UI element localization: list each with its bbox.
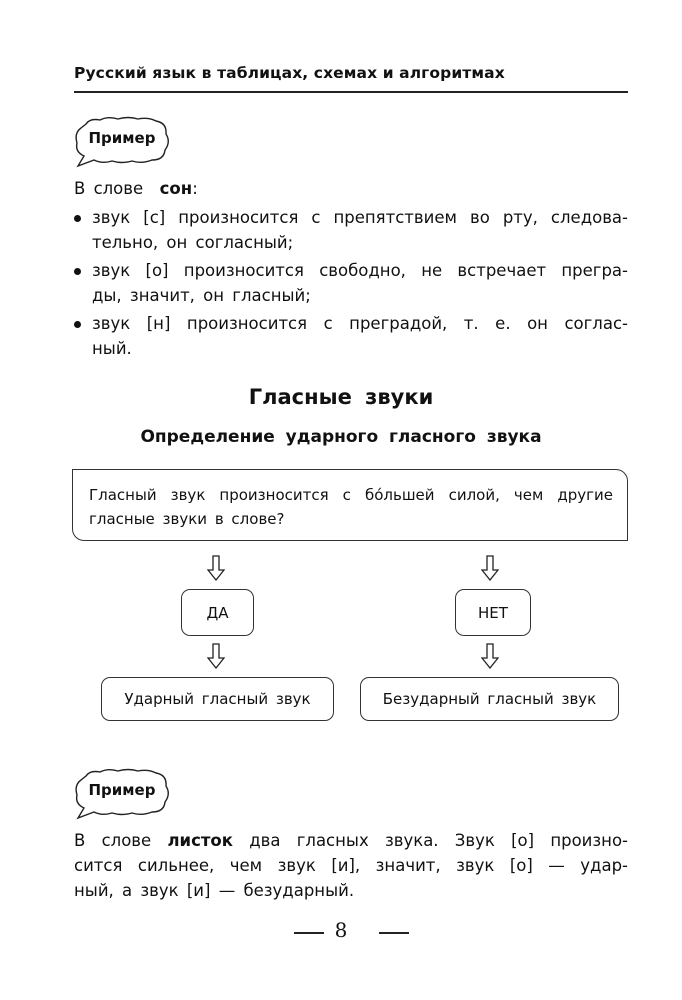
section-subtitle: Определение ударного гласного звука — [140, 427, 542, 447]
bullet3-line1: звук [н] произносится с преградой, т. е. он соглас- — [92, 314, 628, 333]
line1-word: листок — [167, 831, 233, 850]
bullet2-line1: звук [о] произносится свободно, не встречает прегра- — [92, 261, 628, 280]
section-title: Гласные звуки — [248, 385, 434, 409]
unstressed-result-box: Безударный гласный звук — [360, 677, 619, 721]
example2-line3: ный, а звук [и] — безударный. — [74, 881, 355, 900]
yes-box: ДА — [181, 589, 254, 636]
bullet3-line2: ный. — [92, 339, 132, 358]
intro-suffix: : — [192, 179, 198, 198]
example1-intro — [74, 176, 198, 202]
down-arrow-icon — [207, 643, 225, 669]
stressed-result-box: Ударный гласный звук — [101, 677, 334, 721]
question-box — [72, 469, 628, 541]
bullet2-line2: ды, значит, он гласный; — [92, 286, 311, 305]
running-header: Русский язык в таблицах, схемах и алгоритмах — [74, 64, 505, 82]
line1-suffix: два гласных звука. Звук [о] произно- — [249, 831, 629, 850]
example2-line2: сится сильнее, чем звук [и], значит, звук [о] — удар- — [74, 856, 628, 875]
down-arrow-icon — [481, 555, 499, 581]
example2-line1 — [74, 828, 628, 854]
example-bubble-2 — [72, 768, 172, 820]
page-number-rule-right — [379, 932, 409, 934]
example-label: Пример — [88, 129, 156, 147]
page-number: 8 — [334, 918, 348, 942]
bullet-dot — [74, 321, 81, 328]
example-label: Пример — [88, 781, 156, 799]
question-line2: гласные звуки в слове? — [89, 510, 285, 528]
intro-word: сон — [159, 179, 193, 198]
header-rule — [74, 91, 628, 93]
bullet-dot — [74, 268, 81, 275]
bullet1-line1: звук [с] произносится с препятствием во рту, следова- — [92, 208, 628, 227]
down-arrow-icon — [481, 643, 499, 669]
bullet1-line2: тельно, он согласный; — [92, 233, 294, 252]
example-bubble-1 — [72, 116, 172, 168]
bullet-dot — [74, 215, 81, 222]
no-box: НЕТ — [455, 589, 531, 636]
line1-prefix: В слове — [74, 831, 152, 850]
question-line1: Гласный звук произносится с бо́льшей силой, чем другие — [89, 486, 613, 504]
down-arrow-icon — [207, 555, 225, 581]
intro-prefix: В слове — [74, 179, 144, 198]
